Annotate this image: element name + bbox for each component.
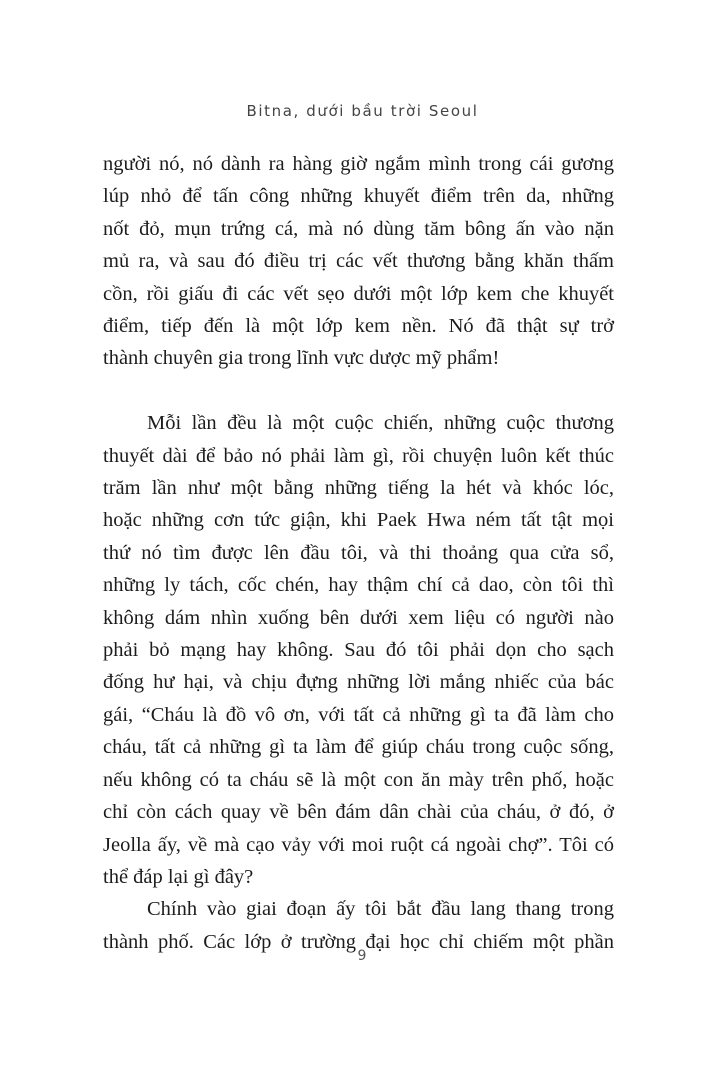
page-number: 9 bbox=[357, 948, 368, 964]
text-line: thành chuyên gia trong lĩnh vực dược mỹ phẩm! bbox=[103, 347, 500, 370]
text-line: nốt đỏ, mụn trứng cá, mà nó dùng tăm bông ấn vào nặn bbox=[103, 217, 614, 240]
text-line: Jeolla ấy, về mà cạo vảy với moi ruột cá ngoài chợ”. Tôi có bbox=[103, 833, 614, 856]
text-line: nếu không có ta cháu sẽ là một con ăn mày trên phố, hoặc bbox=[103, 768, 614, 791]
body-text bbox=[103, 148, 614, 958]
text-line: không dám nhìn xuống bên dưới xem liệu có người nào bbox=[103, 606, 614, 629]
text-line: thuyết dài để bảo nó phải làm gì, rồi chuyện luôn kết thúc bbox=[103, 444, 614, 467]
text-line: những ly tách, cốc chén, hay thậm chí cả dao, còn tôi thì bbox=[103, 574, 614, 597]
text-line: điểm, tiếp đến là một lớp kem nền. Nó đã thật sự trở bbox=[103, 315, 614, 338]
paragraph-gap bbox=[103, 375, 614, 407]
text-line: Mỗi lần đều là một cuộc chiến, những cuộc thương bbox=[147, 412, 614, 435]
text-line: chỉ còn cách quay về bên đám dân chài của cháu, ở đó, ở bbox=[103, 801, 614, 824]
text-line: Chính vào giai đoạn ấy tôi bắt đầu lang thang trong bbox=[147, 898, 614, 921]
text-line: cháu, tất cả những gì ta làm để giúp cháu trong cuộc sống, bbox=[103, 736, 614, 759]
text-line: thể đáp lại gì đây? bbox=[103, 865, 254, 888]
text-line: trăm lần như một bằng những tiếng la hét và khóc lóc, bbox=[103, 477, 614, 500]
text-line: người nó, nó dành ra hàng giờ ngắm mình trong cái gương bbox=[103, 153, 614, 175]
text-line: phải bỏ mạng hay không. Sau đó tôi phải dọn cho sạch bbox=[103, 639, 614, 662]
text-line: gái, “Cháu là đồ vô ơn, với tất cả những gì ta đã làm cho bbox=[103, 703, 614, 726]
text-line: lúp nhỏ để tấn công những khuyết điểm trên da, những bbox=[103, 185, 614, 208]
text-line: cồn, rồi giấu đi các vết sẹo dưới một lớp kem che khuyết bbox=[103, 282, 614, 305]
text-line: hoặc những cơn tức giận, khi Paek Hwa ném tất tật mọi bbox=[103, 509, 614, 532]
text-line: đống hư hại, và chịu đựng những lời mắng nhiếc của bác bbox=[103, 671, 614, 694]
running-header: Bitna, dưới bầu trời Seoul bbox=[246, 102, 479, 120]
text-line: mủ ra, và sau đó điều trị các vết thương bằng khăn thấm bbox=[103, 250, 614, 273]
text-line: thành phố. Các lớp ở trường đại học chỉ chiếm một phần bbox=[103, 930, 614, 953]
text-line: thứ nó tìm được lên đầu tôi, và thi thoảng qua cửa sổ, bbox=[103, 541, 614, 564]
